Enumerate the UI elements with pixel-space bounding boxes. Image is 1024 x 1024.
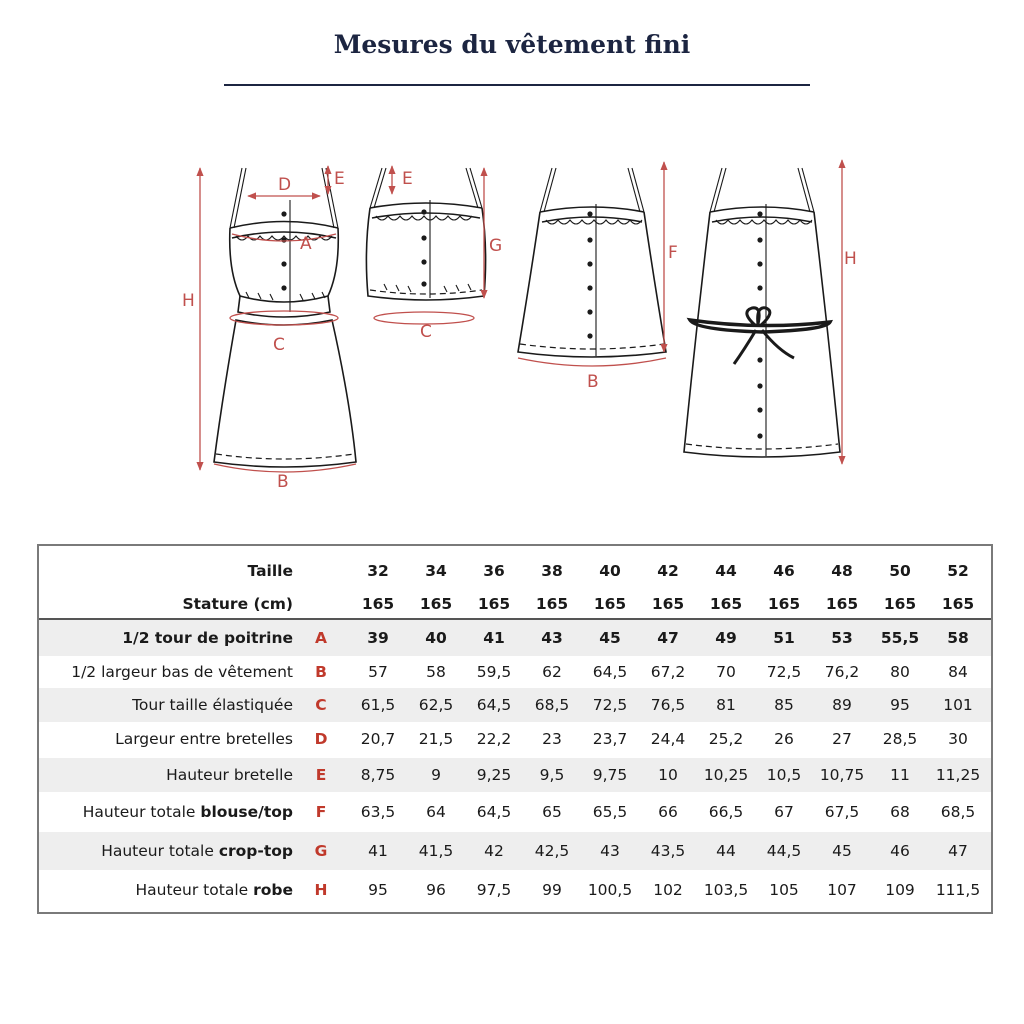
cell: 40 [425, 629, 447, 647]
cell: 165 [709, 595, 743, 613]
row-letter: E [315, 766, 327, 784]
row-letter: D [314, 730, 328, 748]
cell: 58 [947, 629, 969, 647]
cell: 102 [653, 881, 683, 899]
cell: 44 [716, 842, 736, 860]
cell: 39 [367, 629, 389, 647]
cell: 84 [948, 663, 968, 681]
cell: 47 [657, 629, 679, 647]
cell: 80 [890, 663, 910, 681]
diagram-label-c: C [273, 335, 285, 355]
cell: 165 [767, 595, 801, 613]
dress-measure-lines [200, 166, 356, 472]
cell: 47 [948, 842, 968, 860]
cell: 64,5 [476, 803, 512, 821]
cell: 95 [890, 696, 910, 714]
diagram-label-e2: E [402, 169, 413, 189]
row-label [39, 766, 293, 784]
belted-dress-drawing [684, 168, 840, 457]
cell: 64,5 [592, 663, 628, 681]
row-label: Stature (cm) [182, 595, 293, 613]
cell: 44 [715, 562, 737, 580]
cell: 50 [889, 562, 911, 580]
cell: 38 [541, 562, 563, 580]
title-divider [224, 84, 810, 86]
cell: 165 [419, 595, 453, 613]
row-letter: H [314, 881, 328, 899]
cell: 42,5 [534, 842, 570, 860]
cell: 68,5 [940, 803, 976, 821]
diagram-label-b2: B [587, 372, 599, 392]
cell: 70 [716, 663, 736, 681]
cell: 34 [425, 562, 447, 580]
crop-top-drawing [366, 168, 485, 300]
cell: 45 [832, 842, 852, 860]
cell: 52 [947, 562, 969, 580]
cell: 97,5 [476, 881, 512, 899]
row-label [39, 842, 293, 860]
diagram-label-a: A [300, 234, 312, 254]
cell: 40 [599, 562, 621, 580]
cell: 41 [483, 629, 505, 647]
cell: 64,5 [476, 696, 512, 714]
row-label-emphasis: crop-top [218, 842, 293, 860]
cell: 66 [658, 803, 678, 821]
row-label: Taille [247, 562, 293, 580]
row-label-text: Tour taille élastiquée [132, 696, 293, 714]
cell: 49 [715, 629, 737, 647]
row-label-text: 1/2 tour de poitrine [122, 629, 293, 647]
cell: 10,5 [766, 766, 802, 784]
cell: 68,5 [534, 696, 570, 714]
row-label-text: Largeur entre bretelles [115, 730, 293, 748]
cell: 67 [774, 803, 794, 821]
table-row [39, 688, 991, 722]
cell: 72,5 [592, 696, 628, 714]
cell: 20,7 [360, 730, 396, 748]
cell: 46 [773, 562, 795, 580]
diagram-label-g: G [489, 236, 503, 256]
row-label-text: Hauteur bretelle [166, 766, 293, 784]
cell: 43,5 [650, 842, 686, 860]
diagram-label-b: B [277, 472, 289, 492]
cell: 165 [593, 595, 627, 613]
row-label-emphasis: blouse/top [200, 803, 293, 821]
cell: 65 [542, 803, 562, 821]
cell: 81 [716, 696, 736, 714]
table-row [39, 656, 991, 688]
cell: 165 [535, 595, 569, 613]
blouse-drawing [518, 168, 666, 357]
cell: 165 [651, 595, 685, 613]
cell: 48 [831, 562, 853, 580]
measurements-table [37, 544, 993, 914]
garment-diagrams [0, 150, 1024, 500]
cell: 67,5 [824, 803, 860, 821]
row-letter: B [315, 663, 327, 681]
cell: 62,5 [418, 696, 454, 714]
cell: 9,25 [476, 766, 512, 784]
cell: 43 [541, 629, 563, 647]
row-label-text: 1/2 largeur bas de vêtement [71, 663, 293, 681]
diagram-label-h2: H [844, 249, 857, 269]
cell: 23,7 [592, 730, 628, 748]
cell: 103,5 [703, 881, 749, 899]
cell: 165 [477, 595, 511, 613]
cell: 11,25 [935, 766, 981, 784]
cell: 22,2 [476, 730, 512, 748]
header-row-stature [39, 586, 991, 622]
cell: 11 [890, 766, 910, 784]
cell: 46 [890, 842, 910, 860]
row-letter: A [315, 629, 327, 647]
cell: 21,5 [418, 730, 454, 748]
cell: 99 [542, 881, 562, 899]
cell: 63,5 [360, 803, 396, 821]
row-label-text: Hauteur totale [82, 803, 201, 821]
cell: 41,5 [418, 842, 454, 860]
cell: 36 [483, 562, 505, 580]
cell: 109 [885, 881, 915, 899]
cell: 26 [774, 730, 794, 748]
cell: 76,5 [650, 696, 686, 714]
cell: 111,5 [935, 881, 981, 899]
cell: 10 [658, 766, 678, 784]
row-label-emphasis: robe [253, 881, 293, 899]
cell: 10,75 [819, 766, 865, 784]
cell: 67,2 [650, 663, 686, 681]
cell: 51 [773, 629, 795, 647]
cell: 42 [484, 842, 504, 860]
cell: 57 [368, 663, 388, 681]
cell: 85 [774, 696, 794, 714]
cell: 45 [599, 629, 621, 647]
row-letter: G [314, 842, 328, 860]
row-label [39, 881, 293, 899]
diagram-label-h: H [182, 291, 195, 311]
table-row [39, 720, 991, 758]
cell: 100,5 [587, 881, 633, 899]
header-row-size [39, 552, 991, 590]
cell: 61,5 [360, 696, 396, 714]
table-row [39, 832, 991, 870]
cell: 41 [368, 842, 388, 860]
row-label [39, 803, 293, 821]
cell: 25,2 [708, 730, 744, 748]
cell: 96 [426, 881, 446, 899]
cell: 165 [883, 595, 917, 613]
diagram-label-c2: C [420, 322, 432, 342]
cell: 24,4 [650, 730, 686, 748]
dress-drawing [214, 168, 356, 467]
table-row [39, 792, 991, 832]
row-letter: F [315, 803, 327, 821]
cell: 165 [941, 595, 975, 613]
cell: 76,2 [824, 663, 860, 681]
cell: 105 [769, 881, 799, 899]
cell: 27 [832, 730, 852, 748]
cell: 44,5 [766, 842, 802, 860]
cell: 9,75 [592, 766, 628, 784]
row-label [39, 663, 293, 681]
diagram-label-d: D [278, 175, 292, 195]
cell: 89 [832, 696, 852, 714]
cell: 58 [426, 663, 446, 681]
row-label [39, 696, 293, 714]
table-row [39, 620, 991, 656]
cell: 30 [948, 730, 968, 748]
row-label [39, 629, 293, 647]
cell: 165 [825, 595, 859, 613]
cell: 165 [361, 595, 395, 613]
cell: 66,5 [708, 803, 744, 821]
cell: 55,5 [880, 629, 920, 647]
diagram-label-e: E [334, 169, 345, 189]
table-row [39, 870, 991, 910]
cell: 53 [831, 629, 853, 647]
cell: 101 [943, 696, 973, 714]
cell: 72,5 [766, 663, 802, 681]
cell: 62 [542, 663, 562, 681]
cell: 28,5 [882, 730, 918, 748]
row-letter: C [315, 696, 327, 714]
diagram-label-f: F [668, 243, 678, 263]
row-label-text: Hauteur totale [135, 881, 254, 899]
cell: 9,5 [539, 766, 565, 784]
cell: 95 [368, 881, 388, 899]
cell: 42 [657, 562, 679, 580]
cell: 65,5 [592, 803, 628, 821]
cell: 32 [367, 562, 389, 580]
cell: 107 [827, 881, 857, 899]
cell: 10,25 [703, 766, 749, 784]
cell: 64 [426, 803, 446, 821]
row-label [39, 730, 293, 748]
page-title: Mesures du vêtement fini [333, 30, 691, 59]
cell: 8,75 [360, 766, 396, 784]
cell: 43 [600, 842, 620, 860]
cell: 59,5 [476, 663, 512, 681]
cell: 68 [890, 803, 910, 821]
cell: 23 [542, 730, 562, 748]
table-row [39, 758, 991, 792]
row-label-text: Hauteur totale [101, 842, 219, 860]
cell: 9 [431, 766, 441, 784]
